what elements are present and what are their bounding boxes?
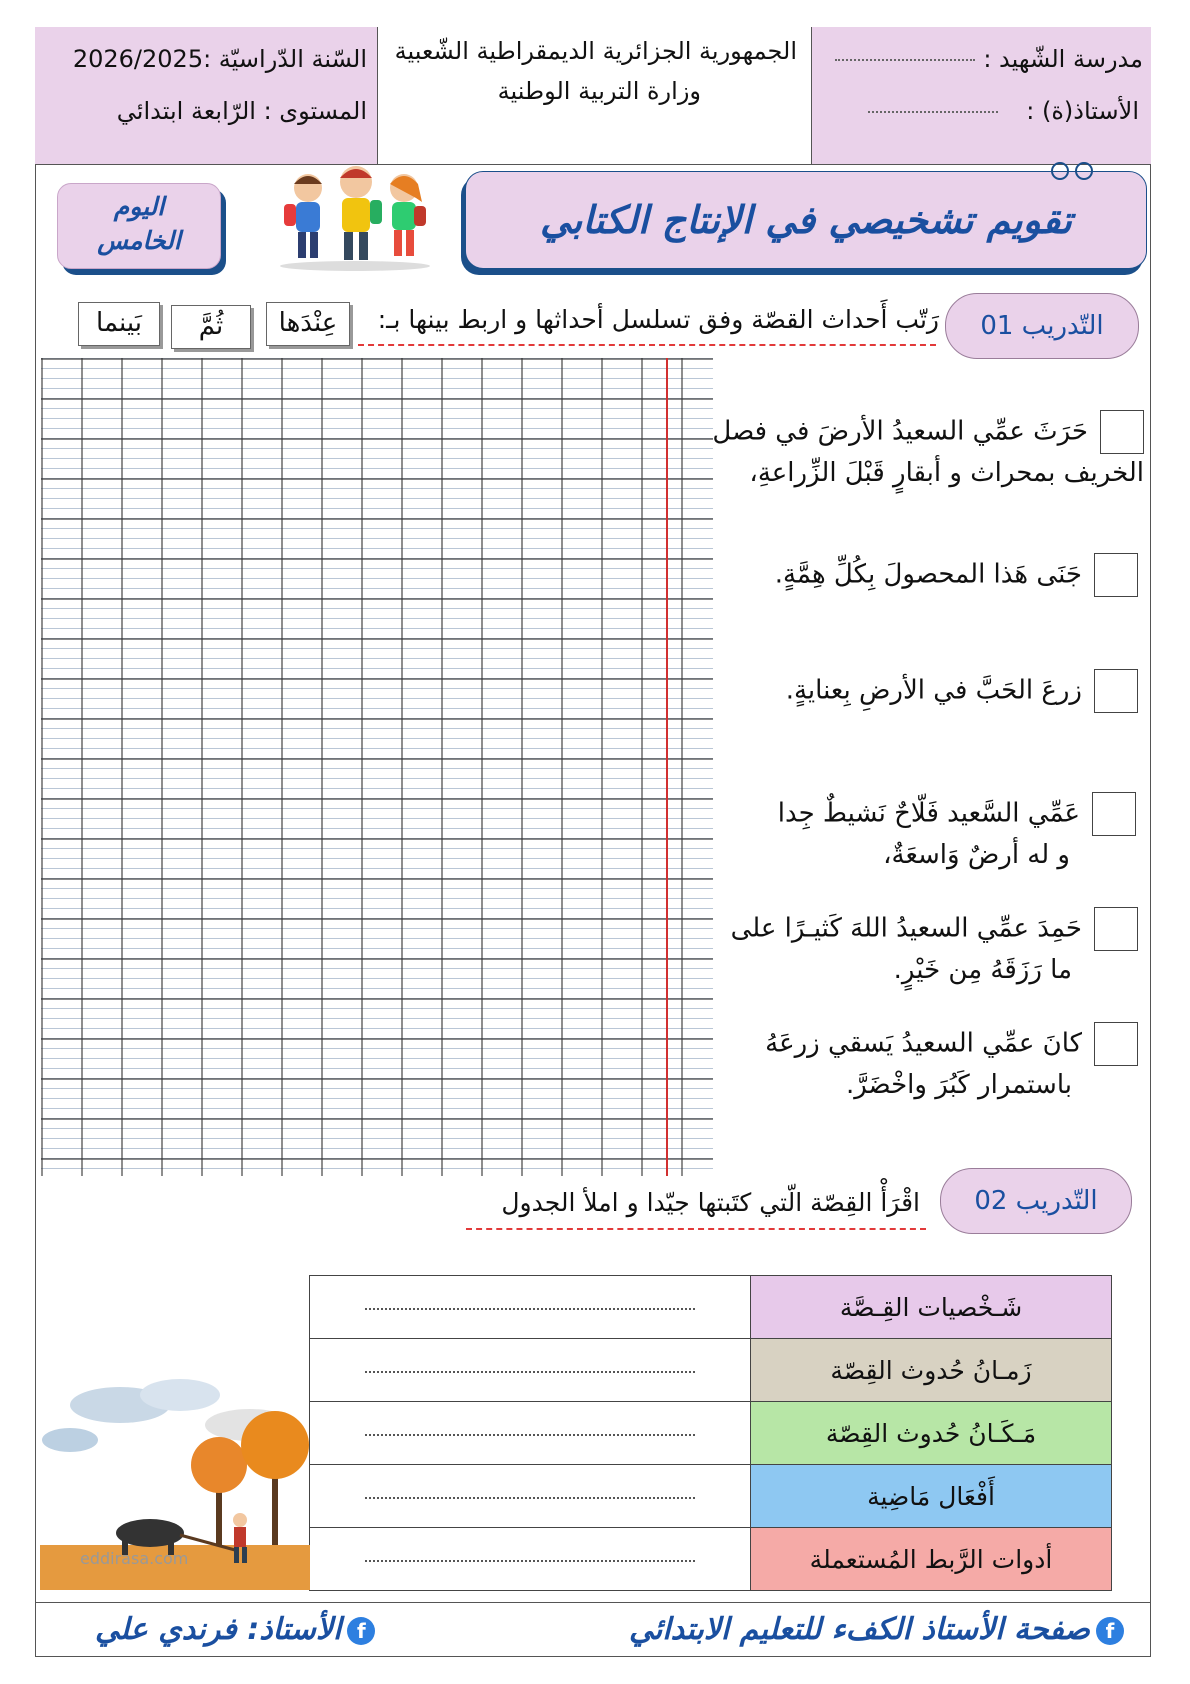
- ring-decoration-icon: [1048, 160, 1098, 182]
- row-label-characters: شَـخْصيات القِـصَّة: [751, 1276, 1112, 1339]
- exercise2-underline: [466, 1228, 926, 1230]
- children-illustration-icon: [270, 160, 440, 272]
- exercise2-tab: التّدريب 02: [940, 1168, 1132, 1234]
- event-4-line2: و له أرضٌ وَاسعَةٌ،: [883, 840, 1070, 870]
- event-6: [765, 1022, 1138, 1104]
- row-answer-place[interactable]: [310, 1402, 751, 1465]
- event-4: [778, 792, 1136, 874]
- footer-page-credit: [629, 1612, 1130, 1647]
- grid-writing-paper[interactable]: [41, 358, 713, 1176]
- table-row: [310, 1465, 1112, 1528]
- school-year: السّنة الدّراسيّة :2026/2025: [72, 45, 367, 73]
- exercise2-instruction: اقْرَأْ القِصّة الّتي كتَبتها جيّدا و املأ الجدول: [501, 1188, 920, 1217]
- teacher-label: الأستاذ(ة) :: [1026, 97, 1139, 125]
- footer-teacher-credit: [95, 1612, 381, 1647]
- row-label-time: زَمـانُ حُدوث القِصّة: [751, 1339, 1112, 1402]
- footer-teacher-name: الأستاذ: فرندي علي: [95, 1612, 342, 1647]
- school-dotted-line[interactable]: [835, 59, 975, 61]
- page-title-box: [465, 171, 1147, 269]
- event-1-order-box[interactable]: [1100, 410, 1144, 454]
- day-line1: اليوم: [113, 192, 165, 221]
- event-3: [786, 669, 1138, 713]
- table-row: [310, 1339, 1112, 1402]
- event-4-order-box[interactable]: [1092, 792, 1136, 836]
- header-ministry-cell: [377, 27, 811, 164]
- teacher-field: [868, 97, 1139, 125]
- level: المستوى : الرّابعة ابتدائي: [116, 97, 367, 125]
- teacher-dotted-line[interactable]: [868, 111, 998, 113]
- row-label-place: مَـكَـانُ حُدوث القِصّة: [751, 1402, 1112, 1465]
- event-6-line1: كانَ عمِّي السعيدُ يَسقي زرعَهُ: [765, 1028, 1082, 1059]
- exercise1-instruction: رَتّب أَحداث القصّة وفق تسلسل أحداثها و اربط بينها بـ:: [377, 305, 939, 334]
- school-label: مدرسة الشّهيد :: [983, 45, 1143, 73]
- facebook-icon[interactable]: f: [347, 1617, 375, 1645]
- event-5-order-box[interactable]: [1094, 907, 1138, 951]
- event-5-line2: ما رَزَقَهُ مِن خَيْرٍ.: [893, 955, 1072, 985]
- header-year-cell: [35, 27, 377, 164]
- row-answer-past-verbs[interactable]: [310, 1465, 751, 1528]
- row-answer-time[interactable]: [310, 1339, 751, 1402]
- row-label-past-verbs: أَفْعَال مَاضِية: [751, 1465, 1112, 1528]
- school-field: [835, 45, 1143, 73]
- event-5: [731, 907, 1138, 989]
- event-2-line1: جَنَى هَذا المحصولَ بِكُلِّ هِمَّةٍ.: [774, 559, 1082, 590]
- event-2-order-box[interactable]: [1094, 553, 1138, 597]
- page-title: تقويم تشخيصي في الإنتاج الكتابي: [540, 198, 1072, 242]
- watermark: eddirasa.com: [80, 1549, 189, 1568]
- header-school-cell: [811, 27, 1151, 164]
- row-label-connectors: أدوات الرَّبط المُستعملة: [751, 1528, 1112, 1591]
- link-word-baynama: بَينما: [78, 302, 160, 346]
- header: [35, 27, 1151, 165]
- exercise1-tab: التّدريب 01: [945, 293, 1139, 359]
- event-6-line2: باستمرار كَبُرَ واخْضَرَّ.: [845, 1070, 1072, 1100]
- event-6-order-box[interactable]: [1094, 1022, 1138, 1066]
- exercise1-underline: [358, 344, 936, 346]
- table-row: [310, 1276, 1112, 1339]
- footer-page-name: صفحة الأستاذ الكفء للتعليم الابتدائي: [628, 1612, 1090, 1647]
- event-1-line1: حَرَثَ عمِّي السعيدُ الأرضَ في فصل: [712, 416, 1088, 447]
- ministry-name: وزارة التربية الوطنية: [497, 77, 701, 105]
- footer-divider: [35, 1602, 1151, 1603]
- event-1: [712, 410, 1144, 492]
- day-badge: [57, 183, 221, 269]
- story-elements-table: [309, 1275, 1112, 1591]
- facebook-icon[interactable]: f: [1096, 1617, 1124, 1645]
- republic-name: الجمهورية الجزائرية الديمقراطية الشّعبية: [394, 37, 797, 65]
- event-4-line1: عَمِّي السَّعيد فَلّاحٌ نَشيطٌ جِدا: [777, 798, 1080, 829]
- day-line2: الخامس: [97, 226, 181, 255]
- event-1-line2: الخريف بمحراث و أبقارٍ قَبْلَ الزِّراعةِ،: [749, 458, 1144, 488]
- event-3-order-box[interactable]: [1094, 669, 1138, 713]
- link-word-indaha: عِنْدَها: [266, 302, 350, 346]
- paper-margin-line: [666, 358, 668, 1176]
- event-3-line1: زرعَ الحَبَّ في الأرضِ بِعنايةٍ.: [785, 675, 1082, 706]
- event-2: [775, 553, 1138, 597]
- table-row: [310, 1402, 1112, 1465]
- table-row: [310, 1528, 1112, 1591]
- link-word-thumma: ثُمَّ: [171, 305, 251, 349]
- row-answer-characters[interactable]: [310, 1276, 751, 1339]
- row-answer-connectors[interactable]: [310, 1528, 751, 1591]
- event-5-line1: حَمِدَ عمِّي السعيدُ اللهَ كَثيـرًا على: [730, 913, 1082, 944]
